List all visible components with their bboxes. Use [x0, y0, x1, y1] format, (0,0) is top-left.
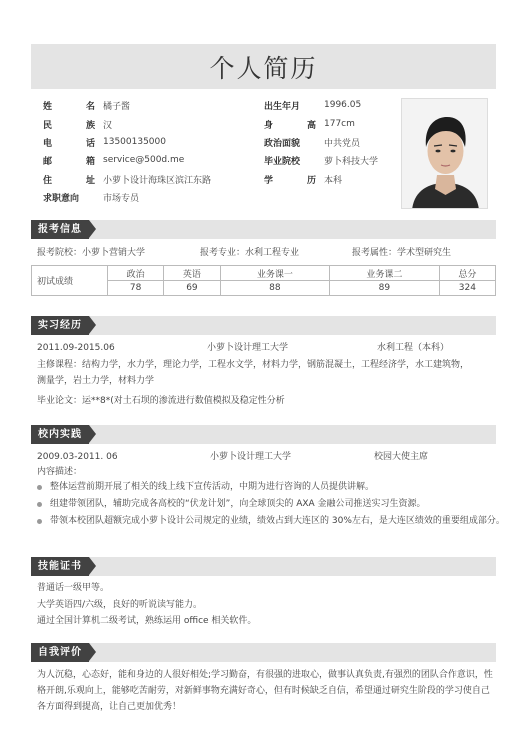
objective-value: 市场专员	[103, 193, 140, 204]
page-title: 个人简历	[209, 53, 318, 83]
list-item: 组建带领团队，辅助完成各高校的“伏龙计划”，向全球顶尖的 AXA 金融公司推送实习生资源。	[37, 498, 426, 510]
exam-school: 报考院校：小萝卜营销大学	[37, 248, 146, 258]
info-political-row	[264, 133, 360, 151]
internship-role: 水利工程（本科）	[377, 343, 450, 353]
ethnicity-value: 汉	[103, 120, 113, 131]
internship-org: 小萝卜设计理工大学	[207, 343, 289, 353]
bullet-dot-icon	[37, 519, 42, 524]
address-label: 住 址	[43, 175, 95, 186]
political-value: 中共党员	[324, 138, 361, 149]
bullet-dot-icon	[37, 485, 42, 490]
internship-courses-line1: 主修课程：结构力学，水力学，理论力学，工程水文学，材料力学，钢筋混凝土，工程经济学，水工建筑物，	[37, 360, 470, 370]
table-header-cell: 业务课二	[330, 266, 440, 281]
table-cell: 89	[330, 281, 440, 296]
table-cell: 324	[439, 281, 495, 296]
school-label: 毕业院校	[264, 156, 301, 167]
section-campus-header	[31, 425, 496, 444]
phone-value: 13500135000	[103, 137, 166, 147]
section-internship-title: 实习经历	[31, 316, 89, 335]
birth-label: 出生年月	[264, 101, 301, 112]
address-value: 小萝卜设计海珠区滨江东路	[103, 175, 212, 186]
bullet-dot-icon	[37, 502, 42, 507]
birth-value: 1996.05	[324, 100, 362, 110]
table-row	[32, 266, 496, 281]
school-value: 萝卜科技大学	[324, 156, 379, 167]
phone-label: 电 话	[43, 138, 95, 149]
table-cell: 69	[164, 281, 220, 296]
info-ethnicity-row	[43, 115, 112, 133]
list-item: 整体运营前期开展了相关的线上线下宣传活动，中期为进行咨询的人员提供讲解。	[37, 481, 374, 493]
section-campus-title: 校内实践	[31, 425, 89, 444]
info-email-row	[43, 151, 184, 169]
info-height-row	[264, 115, 355, 133]
self-eval-line: 各方面得到提高，让自己更加优秀！	[37, 702, 182, 712]
profile-photo	[401, 98, 488, 209]
campus-period: 2009.03-2011. 06	[37, 452, 118, 462]
score-label: 初试成绩	[32, 266, 108, 296]
self-eval-line: 格开朗,乐观向上，能够吃苦耐劳，对新鲜事物充满好奇心，但有时候缺乏自信，希望通过研究生阶段的学习使自己	[37, 686, 490, 696]
section-exam-header	[31, 220, 496, 239]
exam-score-table	[31, 265, 496, 296]
email-label: 邮 箱	[43, 156, 95, 167]
objective-label: 求职意向	[43, 193, 80, 204]
name-label: 姓 名	[43, 101, 95, 112]
email-value: service@500d.me	[103, 155, 185, 165]
internship-courses-line2: 测量学，岩土力学，材料力学	[37, 376, 155, 386]
info-address-row	[43, 170, 211, 188]
campus-org: 小萝卜设计理工大学	[210, 452, 292, 462]
avatar-portrait-icon	[402, 99, 488, 209]
section-self-header	[31, 643, 496, 662]
self-eval-line: 为人沉稳，心态好，能和身边的人很好相处;学习勤奋，有很强的进取心，做事认真负责,有强烈的团队合作意识，性	[37, 670, 493, 680]
name-value: 橘子酱	[103, 101, 131, 112]
list-item: 带领本校团队超额完成小萝卜设计公司规定的业绩，绩效占到大连区的 30%左右，是大连区绩效的重要组成部分。	[37, 515, 505, 527]
info-degree-row	[264, 170, 342, 188]
table-cell: 78	[108, 281, 164, 296]
info-birth-row	[264, 96, 361, 114]
section-self-title: 自我评价	[31, 643, 89, 662]
info-school-row	[264, 151, 378, 169]
height-value: 177cm	[324, 119, 355, 129]
skill-item: 普通话一级甲等。	[37, 583, 110, 593]
internship-period: 2011.09-2015.06	[37, 343, 115, 353]
section-internship-header	[31, 316, 496, 335]
table-header-cell: 英语	[164, 266, 220, 281]
info-objective-row	[43, 188, 139, 206]
exam-type: 报考属性：学术型研究生	[352, 248, 452, 258]
section-skills-title: 技能证书	[31, 557, 89, 576]
exam-major: 报考专业：水利工程专业	[200, 248, 300, 258]
skill-item: 大学英语四/六级，良好的听说读写能力。	[37, 600, 203, 610]
skill-item: 通过全国计算机二级考试，熟练运用 office 相关软件。	[37, 616, 257, 626]
section-skills-header	[31, 557, 496, 576]
info-name-row	[43, 96, 130, 114]
degree-label: 学 历	[264, 175, 316, 186]
section-exam-title: 报考信息	[31, 220, 89, 239]
info-phone-row	[43, 133, 166, 151]
table-header-cell: 总分	[439, 266, 495, 281]
resume-title-bar	[31, 44, 496, 89]
height-label: 身 高	[264, 120, 316, 131]
campus-desc-label: 内容描述：	[37, 467, 83, 477]
table-cell: 88	[220, 281, 330, 296]
internship-thesis: 毕业论文：运**8*(对土石坝的渗流进行数值模拟及稳定性分析	[37, 396, 285, 406]
campus-role: 校园大使主席	[374, 452, 429, 462]
table-header-cell: 政治	[108, 266, 164, 281]
degree-value: 本科	[324, 175, 343, 186]
political-label: 政治面貌	[264, 138, 301, 149]
table-header-cell: 业务课一	[220, 266, 330, 281]
ethnicity-label: 民 族	[43, 120, 95, 131]
